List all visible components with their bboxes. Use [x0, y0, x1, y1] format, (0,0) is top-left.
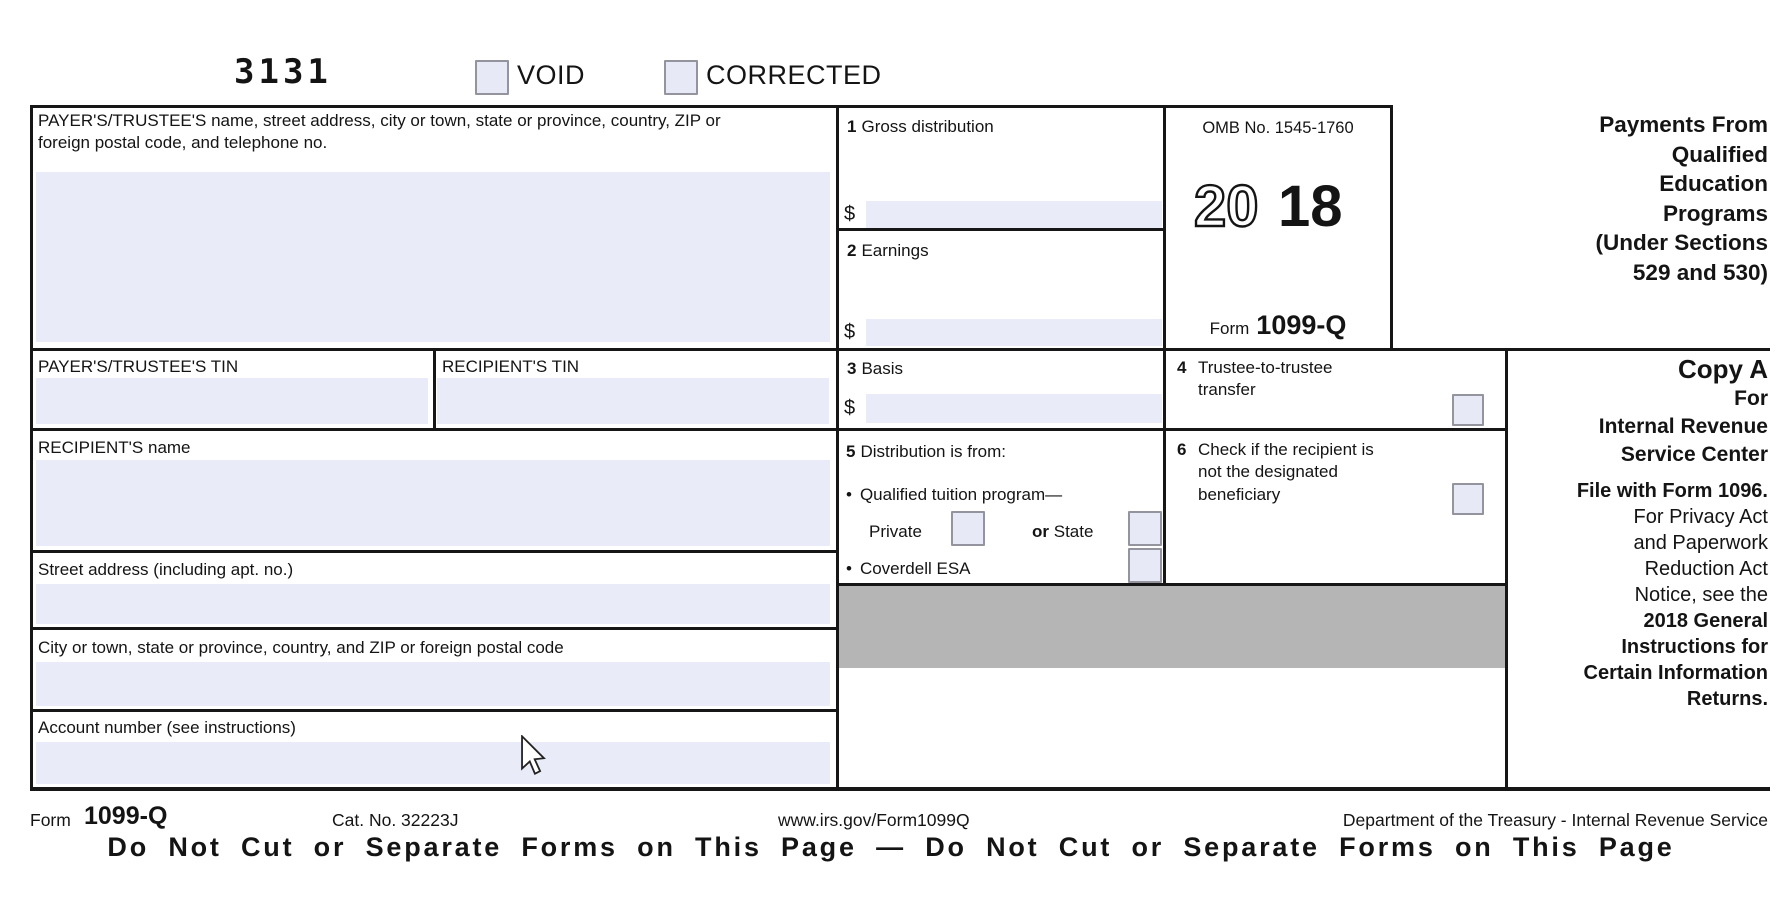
catalog-number: Cat. No. 32223J [332, 810, 459, 830]
city-input[interactable] [36, 662, 830, 706]
box6-line: not the designated [1198, 462, 1338, 482]
form-number-block [1166, 310, 1390, 341]
footer-form-number: 1099-Q [84, 802, 168, 830]
mouse-cursor-icon [520, 735, 546, 775]
border-box1-box2 [836, 228, 1166, 231]
form-word: Form [1209, 319, 1250, 338]
recipient-tin-input[interactable] [437, 378, 829, 424]
form-title-line: Programs [1662, 200, 1768, 226]
private-label: Private [869, 522, 922, 541]
recipient-tin-label: RECIPIENT'S TIN [442, 357, 580, 376]
street-address-input[interactable] [36, 584, 830, 624]
instructions-line: 2018 General [1643, 610, 1768, 632]
box4-label-text [1198, 357, 1332, 402]
border-top [30, 105, 1393, 108]
box4-line: transfer [1198, 380, 1256, 400]
recipient-name-input[interactable] [36, 460, 830, 546]
do-not-cut-warning: Do Not Cut or Separate Forms on This Page — Do Not Cut or Separate Forms on This Page [107, 832, 1675, 862]
payer-name-label: PAYER'S/TRUSTEE'S name, street address, city or town, state or province, country, ZIP or foreign postal code, and telephone no. [38, 111, 721, 153]
basis-input[interactable] [866, 394, 1162, 423]
account-number-label: Account number (see instructions) [38, 718, 296, 737]
box4-line: Trustee-to-trustee [1198, 358, 1333, 377]
box6-line: beneficiary [1198, 484, 1281, 504]
private-checkbox[interactable] [951, 511, 985, 546]
coverdell-esa-checkbox[interactable] [1128, 548, 1162, 583]
box5-number: 5 [846, 442, 856, 461]
irs-url: www.irs.gov/Form1099Q [778, 810, 970, 830]
box6-label [1177, 439, 1374, 506]
gross-distribution-input[interactable] [866, 201, 1162, 228]
payer-tin-label: PAYER'S/TRUSTEE'S TIN [38, 357, 239, 376]
instructions-line: Instructions for [1621, 636, 1768, 658]
tax-year-bold: 18 [1278, 178, 1343, 239]
privacy-line: Notice, see the [1634, 584, 1768, 606]
box5-label [846, 441, 1006, 463]
box3-dollar-sign: $ [844, 397, 856, 419]
box2-number: 2 [847, 241, 857, 260]
form-print-code: 3131 [234, 52, 332, 92]
box3-label [847, 358, 903, 380]
account-number-input[interactable] [36, 742, 830, 784]
border-row3 [30, 428, 1508, 431]
border-omb-right [1390, 105, 1393, 351]
box3-number: 3 [847, 359, 857, 378]
border-left [30, 105, 33, 791]
file-with-1096: File with Form 1096. [1576, 480, 1768, 502]
not-designated-beneficiary-checkbox[interactable] [1452, 483, 1484, 515]
department-label: Department of the Treasury - Internal Revenue Service [1342, 810, 1768, 830]
box1-dollar-sign: $ [844, 203, 856, 225]
box2-label [847, 240, 929, 262]
form-title-line: Payments From [1599, 112, 1768, 137]
privacy-line: For Privacy Act [1633, 506, 1768, 528]
recipient-name-label: RECIPIENT'S name [38, 438, 191, 457]
box1-label-text: Gross distribution [861, 117, 994, 136]
box6-number: 6 [1177, 440, 1187, 459]
street-address-label: Street address (including apt. no.) [38, 560, 294, 579]
copy-a-line: Service Center [1620, 443, 1768, 466]
tax-year [1192, 178, 1382, 240]
box4-label [1177, 357, 1332, 402]
border-recipient-street [30, 550, 839, 553]
or-state-label [1032, 521, 1093, 543]
privacy-line: Reduction Act [1644, 558, 1768, 580]
instructions-line: Certain Information [1583, 662, 1768, 684]
payer-tin-input[interactable] [36, 378, 428, 424]
privacy-line: and Paperwork [1633, 532, 1768, 554]
box5-item-coverdell [846, 558, 971, 580]
border-tin-divider [433, 348, 436, 431]
copy-a-line: For [1734, 387, 1768, 410]
coverdell-label: Coverdell ESA [859, 559, 971, 578]
state-label: State [1053, 522, 1094, 541]
box6-line: Check if the recipient is [1198, 440, 1374, 459]
void-checkbox[interactable] [475, 60, 509, 95]
box1-number: 1 [847, 117, 857, 136]
bullet-icon: • [846, 485, 852, 504]
corrected-checkbox[interactable] [664, 60, 698, 95]
border-city-account [30, 709, 839, 712]
box4-number: 4 [1177, 358, 1187, 377]
box5-item-qtp [846, 484, 1062, 506]
box2-dollar-sign: $ [844, 321, 856, 343]
void-label: VOID [517, 60, 586, 90]
border-bottom [30, 787, 1770, 791]
bullet-icon: • [846, 559, 852, 578]
copy-a-title: Copy A [1677, 354, 1768, 384]
box5-item-qtp-text: Qualified tuition program— [859, 485, 1063, 504]
instructions-line: Returns. [1686, 688, 1768, 710]
box1-label [847, 116, 994, 138]
box6-label-text [1198, 439, 1374, 506]
box2-label-text: Earnings [861, 241, 929, 260]
form-title-line: (Under Sections [1595, 230, 1768, 255]
border-mid-right [1163, 105, 1166, 586]
tax-year-outline: 20 [1194, 178, 1259, 239]
border-street-city [30, 627, 839, 630]
shaded-area [839, 586, 1505, 668]
form-number: 1099-Q [1256, 310, 1347, 340]
omb-number: OMB No. 1545-1760 [1202, 119, 1354, 137]
footer-form-word: Form [30, 810, 71, 830]
copy-a-line: Internal Revenue [1598, 415, 1768, 438]
border-row2 [30, 348, 1770, 351]
box5-label-text: Distribution is from: [860, 442, 1006, 461]
form-title-line: 529 and 530) [1632, 259, 1768, 285]
earnings-input[interactable] [866, 319, 1162, 346]
border-mid-left [836, 105, 839, 791]
or-label: or [1032, 522, 1049, 541]
form-title-line: Education [1659, 171, 1768, 196]
trustee-transfer-checkbox[interactable] [1452, 394, 1484, 426]
copy-a-block [1488, 354, 1768, 712]
form-title [1448, 110, 1768, 287]
box3-label-text: Basis [861, 359, 904, 378]
city-label: City or town, state or province, country, and ZIP or foreign postal code [38, 638, 564, 657]
form-title-line: Qualified [1671, 141, 1768, 167]
corrected-label: CORRECTED [706, 60, 882, 90]
payer-name-input[interactable] [36, 172, 830, 342]
state-checkbox[interactable] [1128, 511, 1162, 546]
